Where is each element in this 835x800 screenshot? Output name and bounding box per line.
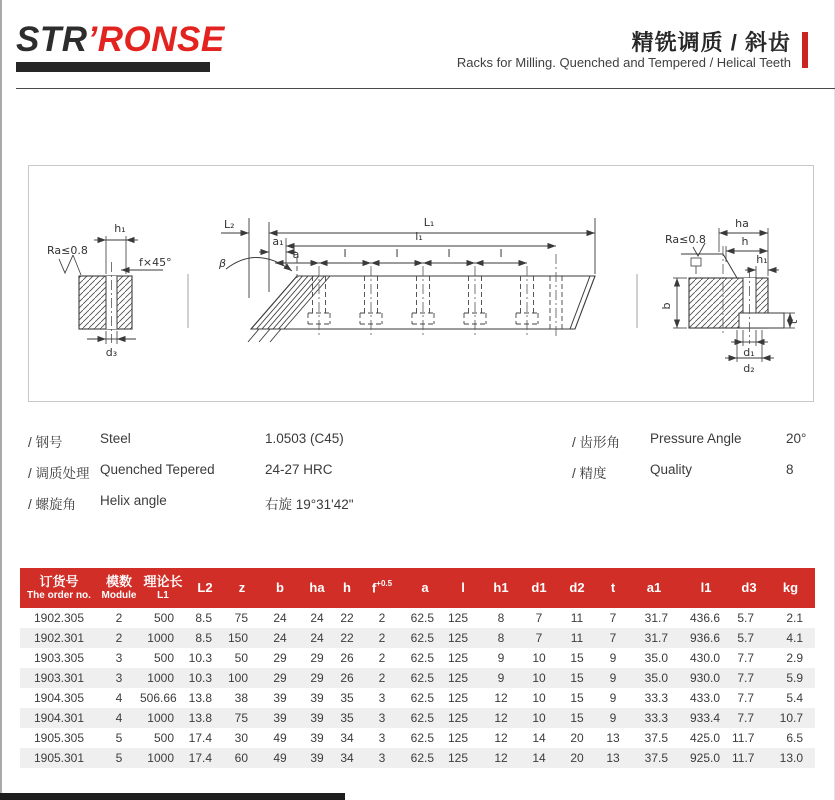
table-cell: 7 [598,628,628,648]
table-cell: 5 [115,731,123,745]
spec-row-quality [572,462,806,493]
spec-value: 8 [786,462,794,477]
col-header-The order no.: 订货号 The order no. [20,568,98,608]
table-cell: 2 [115,611,123,625]
table-row-1905.301 [20,748,815,768]
table-cell: 3 [360,708,404,728]
col-header-L2: L2 [186,568,224,608]
brand-logo [16,22,225,57]
table-row-1904.305 [20,688,815,708]
table-cell: 2.9 [786,651,803,665]
table-cell: 62.5 [410,611,434,625]
table-cell: 39 [260,708,300,728]
col-header-h1: h1 [480,568,522,608]
table-cell: 31.7 [644,611,668,625]
table-cell: 75 [224,708,260,728]
table-cell: 1905.305 [33,731,85,745]
table-cell: 15 [556,708,598,728]
table-cell: 4 [115,691,123,705]
dim-label-L2: L₂ [224,218,235,231]
col-header-b: b [260,568,300,608]
technical-drawing-box [28,165,814,402]
table-cell: 2 [378,651,386,665]
table-cell: 1000 [140,708,186,728]
table-cell: 35.0 [628,668,680,688]
table-cell: 7.7 [737,691,754,705]
spec-label-en: Pressure Angle [650,431,742,446]
table-cell: 1902.301 [20,628,98,648]
table-cell: 13.8 [186,708,224,728]
table-cell: 3 [98,668,140,688]
table-cell: 24 [260,628,300,648]
table-cell: 60 [224,748,260,768]
table-cell: 10 [532,691,546,705]
spec-row-pressure-angle [572,431,806,462]
table-cell: 15 [556,668,598,688]
dim-label-h1-right: h₁ [756,253,768,266]
table-cell: 26 [340,651,354,665]
table-cell: 26 [334,668,360,688]
table-cell: 5.4 [786,691,803,705]
table-cell: 2 [98,628,140,648]
table-cell: 936.6 [680,628,732,648]
table-cell: 75 [234,611,248,625]
title-accent-bar [802,32,808,68]
table-cell: 35.0 [644,651,668,665]
table-cell: 62.5 [410,691,434,705]
table-cell: 430.0 [689,651,720,665]
table-cell: 13 [606,731,620,745]
table-cell: 125 [447,611,468,625]
spec-label-zh: / 齿形角 [572,435,621,450]
col-header-l: l [446,568,480,608]
spec-label-zh: / 螺旋角 [28,497,77,512]
table-cell: 62.5 [410,731,434,745]
table-cell: 24 [300,628,334,648]
table-cell: 1903.305 [33,651,85,665]
table-cell: 500 [153,731,174,745]
col-header-Module: 模数 Module [98,568,140,608]
table-cell: 500 [153,611,174,625]
table-cell: 12 [480,708,522,728]
table-cell: 5 [98,748,140,768]
table-cell: 49 [273,731,287,745]
table-cell: 24 [310,611,324,625]
col-header-z: z [224,568,260,608]
table-row-1905.305 [20,728,815,748]
table-cell: 8.5 [195,611,212,625]
dim-label-h: h [741,235,749,248]
table-cell: 49 [260,748,300,768]
table-cell: 2 [360,668,404,688]
table-cell: 1000 [140,668,186,688]
table-cell: 4 [98,708,140,728]
table-cell: 62.5 [404,708,446,728]
dim-label-beta: β [219,257,227,270]
table-cell: 33.3 [644,691,668,705]
table-cell: 1902.305 [33,611,85,625]
spec-row-helix-angle [28,493,354,524]
table-cell: 30 [234,731,248,745]
col-header-d2: d2 [556,568,598,608]
header-divider [16,88,835,89]
table-cell: 20 [556,748,598,768]
col-header-f: $f^{+0.5}$ [360,568,404,608]
table-cell: 125 [447,691,468,705]
spec-value: 1.0503 (C45) [265,431,344,446]
table-cell: 11 [570,611,584,625]
table-cell: 31.7 [628,628,680,648]
table-cell: 62.5 [410,651,434,665]
table-cell: 7 [522,628,556,648]
spec-label-zh: / 调质处理 [28,466,90,481]
table-cell: 39 [310,731,324,745]
spec-label-en: Quenched Tepered [100,462,215,477]
table-cell: 1904.301 [20,708,98,728]
table-cell: 2 [360,628,404,648]
dim-label-l1: l₁ [415,230,423,243]
table-cell: 39 [300,708,334,728]
table-cell: 35 [334,708,360,728]
table-row-1902.305 [20,608,815,628]
spec-label-en: Helix angle [100,493,167,508]
table-cell: 425.0 [689,731,720,745]
table-cell: 7 [609,611,617,625]
table-cell: 3 [378,731,386,745]
table-cell: 24 [273,611,287,625]
table-row-1904.301 [20,708,815,728]
col-header-d1: d1 [522,568,556,608]
table-cell: 34 [334,748,360,768]
table-cell: 9 [598,668,628,688]
table-cell: 125 [447,651,468,665]
dim-label-t: t [787,319,800,325]
table-cell: 14 [522,748,556,768]
col-header-d3: d3 [732,568,766,608]
table-cell: 125 [446,748,480,768]
table-cell: 9 [609,691,617,705]
table-cell: 500 [153,651,174,665]
table-cell: 29 [310,651,324,665]
table-cell: 39 [273,691,287,705]
table-cell: 925.0 [680,748,732,768]
spec-value: 24-27 HRC [265,462,333,477]
page-title-zh: 精铣调质 / 斜齿 [631,30,791,55]
table-cell: 7.7 [732,708,766,728]
table-cell: 15 [570,651,584,665]
table-header [20,568,815,608]
table-cell: 13.8 [188,691,212,705]
table-cell: 35 [340,691,354,705]
table-cell: 125 [446,668,480,688]
table-cell: 10.3 [188,651,212,665]
table-cell: 22 [340,611,354,625]
specs-right [572,431,806,493]
table-cell: 8.5 [186,628,224,648]
table-cell: 20 [570,731,584,745]
table-cell: 100 [224,668,260,688]
table-cell: 930.0 [680,668,732,688]
table-cell: 37.5 [628,748,680,768]
table-cell: 8 [497,611,505,625]
col-header-a: a [404,568,446,608]
spec-value: 右旋 19°31'42" [265,497,354,512]
table-cell: 37.5 [644,731,668,745]
table-cell: 5.9 [766,668,815,688]
table-cell: 5.7 [732,628,766,648]
table-cell: 29 [260,668,300,688]
table-cell: 150 [224,628,260,648]
col-header-t: t [598,568,628,608]
col-header-kg: kg [766,568,815,608]
table-cell: 34 [340,731,354,745]
table-cell: 8 [480,628,522,648]
col-header-a1: a1 [628,568,680,608]
table-cell: 7.7 [732,668,766,688]
dim-label-l-4: l [499,247,503,260]
dim-label-d3: d₃ [105,346,118,359]
dim-label-f45: f×45° [139,256,172,269]
table-cell: 2 [378,611,386,625]
technical-drawing [29,166,813,401]
table-cell: 12 [494,691,508,705]
table-cell: 15 [570,691,584,705]
dim-label-d2: d₂ [743,362,755,375]
dim-label-ha: ha [735,217,749,230]
spec-label-zh: / 精度 [572,466,607,481]
table-cell: 22 [334,628,360,648]
logo-underline-bar [16,62,210,72]
table-cell: 933.4 [680,708,732,728]
table-row-1903.301 [20,668,815,688]
table-cell: 29 [273,651,287,665]
table-cell: 62.5 [404,668,446,688]
table-cell: 17.4 [188,731,212,745]
table-body [20,608,815,768]
spec-label-en: Quality [650,462,693,477]
table-cell: 436.6 [689,611,720,625]
dim-label-a1: a₁ [272,235,284,248]
table-cell: 5.7 [737,611,754,625]
table-cell: 125 [446,708,480,728]
page-border-left [0,0,2,795]
dim-label-h1-left: h₁ [114,222,126,235]
table-cell: 1905.301 [20,748,98,768]
spec-label-en: Steel [100,431,131,446]
table-cell: 39 [310,691,324,705]
table-row-1902.301 [20,628,815,648]
dim-label-d1: d₁ [743,346,755,359]
dim-label-ra-right: Ra≤0.8 [665,233,706,246]
spec-row-steel [28,431,354,462]
table-cell: 7.7 [737,651,754,665]
dim-label-a: a [292,248,300,261]
spec-row-quenched [28,462,354,493]
dim-label-l-3: l [447,247,451,260]
dim-label-ra-left: Ra≤0.8 [47,244,88,257]
table-cell: 10 [532,651,546,665]
table-cell: 62.5 [404,748,446,768]
table-cell: 11.7 [732,748,766,768]
table-cell: 1903.301 [20,668,98,688]
table-cell: 38 [234,691,248,705]
logo-part1: STR [16,20,88,59]
table-cell: 3 [360,748,404,768]
table-cell: 3 [115,651,123,665]
spec-label-zh: / 钢号 [28,435,63,450]
col-header-h: h [334,568,360,608]
table-cell: 50 [234,651,248,665]
table-cell: 12 [480,748,522,768]
dim-label-l-1: l [343,247,347,260]
table-cell: 1904.305 [33,691,85,705]
page-title-en: Racks for Milling. Quenched and Tempered / Helical Teeth [456,55,791,70]
table-cell: 17.4 [186,748,224,768]
table-cell: 33.3 [628,708,680,728]
table-cell: 10.7 [766,708,815,728]
table-cell: 2.1 [786,611,803,625]
table-cell: 10 [522,668,556,688]
table-cell: 125 [446,628,480,648]
table-cell: 11 [556,628,598,648]
table-row-1903.305 [20,648,815,668]
table-cell: 1000 [140,628,186,648]
table-cell: 11.7 [732,731,755,745]
dim-label-L1: L₁ [423,216,435,229]
footer-bar [0,793,345,800]
table-cell: 9 [609,651,617,665]
spec-value: 20° [786,431,807,446]
product-table [20,568,815,768]
logo-part2: ’RONSE [87,20,225,59]
col-header-L1: 理论长 L1 [140,568,186,608]
table-cell: 10 [522,708,556,728]
dim-label-l-2: l [395,247,399,260]
table-cell: 9 [480,668,522,688]
table-cell: 10.3 [186,668,224,688]
specs-left [28,431,354,524]
counterbore-holes [308,276,562,329]
table-cell: 3 [378,691,386,705]
table-cell: 29 [300,668,334,688]
table-cell: 39 [300,748,334,768]
table-cell: 4.1 [766,628,815,648]
col-header-ha: ha [300,568,334,608]
table-cell: 9 [598,708,628,728]
table-cell: 9 [497,651,505,665]
table-cell: 125 [447,731,468,745]
table-cell: 7 [535,611,543,625]
table-cell: 13 [598,748,628,768]
col-header-l1: l1 [680,568,732,608]
table-header-row [20,568,815,608]
table-cell: 506.66 [140,691,177,705]
table-cell: 6.5 [786,731,803,745]
table-cell: 433.0 [689,691,720,705]
table-cell: 1000 [140,748,186,768]
table-cell: 62.5 [404,628,446,648]
table-cell: 12 [494,731,508,745]
table-cell: 14 [532,731,546,745]
dim-label-b: b [660,302,673,310]
table-cell: 13.0 [766,748,815,768]
